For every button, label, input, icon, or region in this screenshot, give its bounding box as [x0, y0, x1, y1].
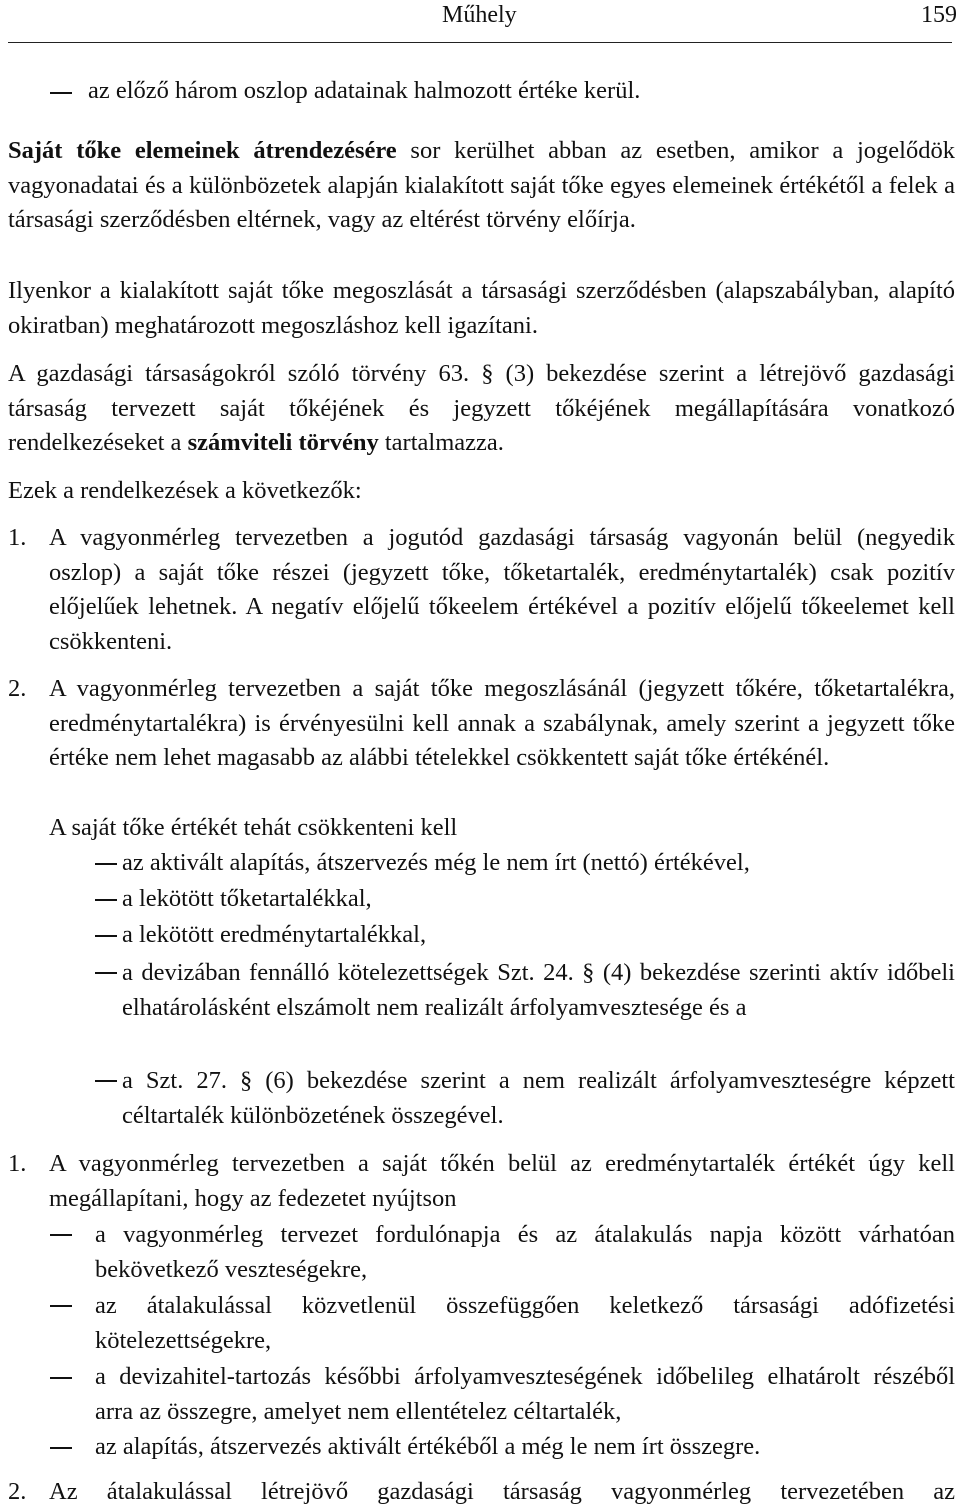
bullet-item: az aktivált alapítás, átszervezés még le nem írt (nettó) értékével, [122, 849, 750, 876]
dash-bullet [95, 899, 117, 901]
list-number: 1. [8, 1150, 27, 1177]
list-number: 1. [8, 524, 27, 551]
bullet-item: az alapítás, átszervezés aktivált értékéből a még le nem írt összegre. [95, 1433, 761, 1460]
dash-bullet [50, 92, 72, 94]
numbered-item-text: A vagyonmérleg tervezetben a jogutód gazdasági társaság vagyonán belül (negyedik oszlop) a saját tőke részei (jegyzett tőke, tőketartalék, eredménytartalék) csak pozitív előjelűek lehetnek. A negatív előjelű tőkeelem értékével a pozitív előjelű tőkeelemet kell csökkenteni. [49, 524, 955, 655]
dash-bullet [95, 863, 117, 865]
bullet-item: az átalakulással közvetlenül összefüggően keletkező társasági adófizetési kötelezettségekre, [95, 1292, 955, 1354]
list-number: 2. [8, 675, 27, 702]
page-number: 159 [921, 2, 957, 28]
paragraph-text: tartalmazza. [378, 429, 504, 456]
dash-bullet [50, 1234, 72, 1236]
dash-bullet [50, 1447, 72, 1449]
bullet-item: a devizában fennálló kötelezettségek Szt. 24. § (4) bekezdése szerinti aktív időbeli elhatárolásként elszámolt nem realizált árfolyamvesztesége és a [122, 959, 955, 1021]
bold-term: Saját tőke elemeinek átrendezésére [8, 137, 397, 164]
sub-intro: A saját tőke értékét tehát csökkenteni kell [49, 814, 458, 841]
bullet-item: a Szt. 27. § (6) bekezdése szerint a nem realizált árfolyamveszteségre képzett céltartalék különbözetének összegével. [122, 1067, 955, 1129]
numbered-item-text: A vagyonmérleg tervezetben a saját tőkén belül az eredménytartalék értékét úgy kell megállapítani, hogy az fedezetet nyújtson [49, 1150, 955, 1212]
dash-bullet [95, 1080, 117, 1082]
bullet-item: a vagyonmérleg tervezet fordulónapja és az átalakulás napja között várhatóan bekövetkező veszteségekre, [95, 1221, 955, 1283]
dash-bullet [95, 972, 117, 974]
paragraph: Ezek a rendelkezések a következők: [8, 477, 362, 504]
bullet-item: a lekötött tőketartalékkal, [122, 885, 372, 912]
bold-term: számviteli törvény [187, 429, 379, 456]
dash-bullet [50, 1305, 72, 1307]
numbered-item-text: A vagyonmérleg tervezetben a saját tőke megoszlásánál (jegyzett tőkére, tőketartalékra, eredménytartalékra) is érvényesülni kell annak a szabálynak, amely szerint a jegyzett tőke értéke nem lehet magasabb az alábbi tételekkel csökkentett saját tőke értékénél. [49, 675, 955, 771]
header-rule [8, 42, 952, 43]
dash-bullet [50, 1377, 72, 1379]
bullet-item: a devizahitel-tartozás későbbi árfolyamveszteségének időbelileg elhatárolt részéből arra az összegre, amelyet nem ellentételez céltartalék, [95, 1363, 955, 1425]
numbered-item-text: Az átalakulással létrejövő gazdasági társaság vagyonmérleg tervezetében az [49, 1478, 955, 1505]
paragraph-text: A gazdasági társaságokról szóló törvény 63. § (3) bekezdése szerint a létrejövő gazdasági társaság tervezett saját tőkéjének és jegyzett tőkéjének megállapítására vonatkozó rendelkezéseket a [8, 360, 955, 456]
running-header-title: Műhely [442, 2, 517, 28]
list-number: 2. [8, 1478, 27, 1505]
paragraph: Ilyenkor a kialakított saját tőke megoszlását a társasági szerződésben (alapszabályban, alapító okiratban) meghatározott megoszláshoz kell igazítani. [8, 277, 955, 339]
paragraph-text: sor kerülhet abban az esetben, amikor a [396, 137, 844, 164]
paragraph [8, 357, 955, 461]
paragraph-text: jogelődök vagyonadatai és a különbözetek alapján kialakított saját tőke egyes elemeinek értékétől a felek a társasági szerződésben eltérnek, vagy az eltérést törvény előírja. [8, 137, 955, 233]
paragraph [8, 134, 955, 238]
dash-bullet [95, 935, 117, 937]
list-item: az előző három oszlop adatainak halmozott értéke kerül. [88, 77, 641, 104]
bullet-item: a lekötött eredménytartalékkal, [122, 921, 427, 948]
